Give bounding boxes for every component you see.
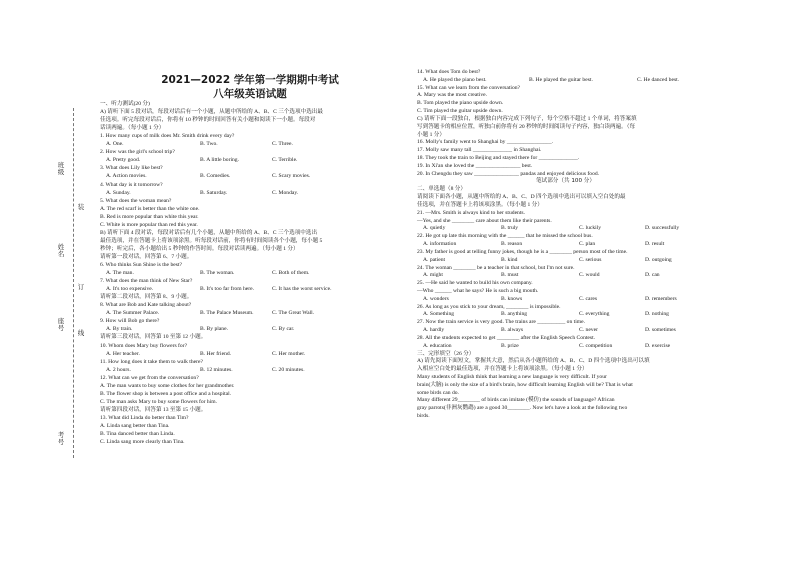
- margin-label-class: 班级: [57, 162, 65, 176]
- answer-option: B. It's too far from here.: [200, 286, 254, 293]
- answer-option: C. Both of them.: [272, 270, 310, 277]
- text-line: 1. How many cups of milk does Mr. Smith drink every day?: [100, 133, 235, 140]
- answer-option: C. everything: [579, 311, 610, 318]
- answer-option: C. never: [579, 327, 598, 334]
- answer-option: A. The Summer Palace.: [106, 310, 160, 317]
- margin-label-name: 姓名: [57, 244, 65, 258]
- answer-option: A. It's too expensive.: [106, 286, 154, 293]
- text-line: B. The flower shop is between a post office and a hospital.: [100, 390, 232, 397]
- text-line: 15. What can we learn from the conversation?: [417, 84, 521, 91]
- text-line: A. Mary was the most creative.: [417, 92, 488, 99]
- text-line: 16. Molly's family went to Shanghai by ________________.: [417, 139, 554, 146]
- answer-option: B. A little boring.: [200, 157, 240, 164]
- text-line: A. Linda sang better than Tina.: [100, 423, 170, 429]
- answer-option: A. 2 hours.: [106, 366, 131, 373]
- answer-option: A. wonders: [423, 295, 449, 302]
- answer-option: B. truly: [501, 225, 519, 232]
- text-line: 5. What does the woman mean?: [100, 197, 172, 204]
- answer-option: D. outgoing: [645, 256, 672, 263]
- text-line: 18. They took the train to Beijing and stayed there for ______________.: [417, 155, 580, 162]
- text-line: A) 请听下面 5 段对话，每段对话后有一个小题，从题中所给的 A、B、C 三个选项中选出最: [100, 109, 323, 116]
- text-line: 佳选项，并在答题卡上将该项涂黑。（每小题 1 分）: [417, 201, 543, 208]
- text-line: 4. What day is it tomorrow?: [100, 181, 163, 188]
- answer-option: C. would: [579, 272, 600, 279]
- answer-option: B. kind: [501, 256, 518, 263]
- answer-option: B. anything: [501, 311, 528, 318]
- answer-option: B. 12 minutes.: [200, 366, 233, 373]
- text-line: C. White is more popular than red this year.: [100, 221, 198, 228]
- answer-option: A. He played the piano best.: [423, 76, 487, 83]
- answer-option: A. Something: [423, 311, 455, 318]
- answer-option: D. can: [645, 272, 660, 279]
- text-line: 17. Molly saw many tall ______________ in Shanghai.: [417, 147, 542, 154]
- text-line: A. The man wants to buy some clothes for her grandmother.: [100, 382, 235, 389]
- answer-option: B. always: [501, 327, 524, 334]
- text-line: 秒钟；听完后，各小题给出 5 秒钟的作答时间。每段对话读两遍。（每小题 1 分）: [100, 245, 299, 252]
- text-line: 佳选项。听完每段对话后，你将有 10 秒钟的时间回答有关小题和阅读下一小题。每段对: [100, 117, 316, 124]
- text-line: gray parrots(非洲灰鹦鹉) are a good 30________. Now let's have a look at the following two: [417, 405, 628, 412]
- text-line: A. The red scarf is better than the white one.: [100, 205, 200, 212]
- text-line: 13. What did Linda do better than Tim?: [100, 414, 189, 421]
- answer-option: C. luckily: [579, 225, 602, 232]
- text-line: C. The man asks Mary to buy some flowers for him.: [100, 398, 218, 405]
- answer-option: B. Saturday.: [200, 189, 228, 196]
- text-line: 入相应空白处的最佳选项，并在答题卡上将该项涂黑。（每小题 1 分）: [417, 366, 588, 373]
- text-line: C. Tim played the guitar upside down.: [417, 108, 503, 115]
- margin-seal-ding: 订: [77, 284, 85, 291]
- text-line: 21. —Mrs. Smith is always kind to her students.: [417, 209, 525, 216]
- text-line: 三、完形填空（26 分）: [417, 350, 475, 357]
- answer-option: D. exercise: [645, 342, 671, 349]
- answer-option: D. nothing: [645, 311, 669, 318]
- answer-option: A. Sunday.: [106, 189, 131, 196]
- answer-option: D. successfully: [645, 225, 680, 232]
- exam-subtitle: 八年级英语试题: [213, 88, 287, 100]
- text-line: Many different 29________ of birds can imitate (模仿) the sounds of language? African: [417, 397, 615, 404]
- answer-option: C. 20 minutes.: [272, 366, 305, 373]
- text-line: B. Tom played the piano upside down.: [417, 100, 504, 107]
- text-line: birds.: [417, 413, 430, 420]
- answer-option: A. Pretty good.: [106, 157, 141, 164]
- answer-option: C. plan: [579, 241, 596, 248]
- text-line: 12. What can we get from the conversation?: [100, 374, 199, 381]
- exam-title: 2021—2022 学年第一学期期中考试: [161, 74, 339, 86]
- text-line: 14. What does Tom do best?: [417, 69, 481, 75]
- text-line: 最佳选项，并在答题卡上将该项涂黑。听每段对话前，你将有时间阅读各个小题，每小题 5: [100, 237, 323, 244]
- answer-option: A. patient: [423, 256, 446, 263]
- text-line: brain(大脑) is only the size of a bird's brain, how difficult learning English will be? That is what: [417, 381, 633, 388]
- text-line: 11. How long does it take them to walk there?: [100, 358, 203, 365]
- text-line: Many students of English think that learning a new language is very difficult. If your: [417, 373, 607, 380]
- text-line: 7. What does the man think of New Star?: [100, 278, 193, 285]
- text-line: 请阅读下面各小题，从题中所给的 A、B、C、D 四个选项中选出可以填入空白处的最: [417, 194, 626, 201]
- answer-option: D. remembers: [645, 295, 677, 302]
- answer-option: C. The Great Wall.: [272, 310, 315, 317]
- text-line: 请听第二段对话，回答第 8、9 小题。: [100, 294, 193, 301]
- text-line: C) 请听下面一段独白，根据独白内容完成下列句子，每个空格不超过 1 个单词，将答案填: [417, 115, 637, 122]
- text-line: 20. In Chengdu they saw ________________ pandas and enjoyed delicious food.: [417, 170, 600, 177]
- text-line: 24. The woman ________ be a teacher in that school, but I'm not sure.: [417, 264, 575, 271]
- text-line: B) 请听下面 4 段对话，每段对话后有几个小题，从题中所给的 A、B、C 三个选项中选出: [100, 229, 318, 236]
- answer-option: B. Comedies.: [200, 173, 231, 180]
- answer-option: C. By car.: [272, 326, 295, 333]
- text-line: 请听第一段对话，回答第 6、7 小题。: [100, 253, 193, 260]
- margin-label-seat: 座号: [57, 318, 65, 332]
- answer-option: A. quietly: [423, 225, 446, 232]
- answer-option: C. Three.: [272, 141, 293, 148]
- answer-option: B. Her friend.: [200, 350, 232, 357]
- text-line: 3. What does Lily like best?: [100, 165, 163, 172]
- answer-option: C. Scary movies.: [272, 173, 311, 180]
- answer-option: C. He danced best.: [637, 76, 680, 83]
- answer-option: A. By train.: [106, 326, 133, 333]
- text-line: 26. As long as you stick to your dream, ________ is impossible.: [417, 303, 561, 310]
- text-line: 小题 1 分）: [417, 131, 445, 138]
- answer-option: C. competition: [579, 342, 613, 349]
- text-line: 2. How was the girl's school trip?: [100, 149, 175, 156]
- answer-option: B. Two.: [200, 141, 218, 148]
- text-line: 一、听力测试(20 分): [100, 101, 150, 107]
- answer-option: B. knows: [501, 295, 523, 302]
- text-line: 请听第三段对话，回答第 10 至第 12 小题。: [100, 334, 207, 341]
- answer-option: A. Action movies.: [106, 173, 147, 180]
- answer-option: D. sometimes: [645, 327, 676, 334]
- answer-option: B. The woman.: [200, 270, 235, 277]
- answer-option: B. reason: [501, 241, 523, 248]
- text-line: 二、单选题（8 分）: [417, 186, 466, 193]
- text-line: —Yes, and she ________ care about them like their parents.: [417, 217, 552, 224]
- answer-option: A. might: [423, 272, 443, 279]
- answer-option: C. Monday.: [272, 189, 299, 196]
- answer-option: A. One.: [106, 141, 124, 148]
- answer-option: B. He played the guitar best.: [529, 76, 593, 83]
- binding-line: [73, 108, 74, 458]
- text-line: A) 请先阅读下面短文，掌握其大意，然后从各小题所给的 A、B、C、D 四个选项中选出可以填: [417, 358, 650, 365]
- text-line: B. Tina danced better than Linda.: [100, 431, 175, 438]
- margin-seal-zhuang: 装: [77, 204, 85, 211]
- text-line: B. Red is more popular than white this year.: [100, 213, 199, 220]
- answer-option: B. prize: [501, 342, 519, 349]
- text-line: 请听第四段对话，回答第 13 至第 15 小题。: [100, 406, 207, 413]
- margin-label-exam-id: 考号: [57, 432, 65, 446]
- text-line: 23. My father is good at telling funny jokes, though he is a ________ person most of the time.: [417, 248, 628, 255]
- answer-option: D. result: [645, 241, 665, 248]
- text-line: 笔试部分（共 100 分）: [536, 178, 595, 185]
- text-line: 写到答题卡的相应位置，听独白前你将有 20 秒钟的时间阅读句子内容，独白读两遍。（每: [417, 123, 636, 130]
- answer-option: A. information: [423, 241, 457, 248]
- answer-option: C. Her mother.: [272, 350, 306, 357]
- answer-option: C. Terrible.: [272, 157, 298, 164]
- answer-option: A. hardly: [423, 327, 445, 334]
- text-line: 9. How will Bob go there?: [100, 318, 160, 325]
- answer-option: B. must: [501, 272, 519, 279]
- text-line: —Who ______ what he says? He is such a big mouth.: [417, 287, 539, 294]
- text-line: some birds can do.: [417, 389, 459, 396]
- text-line: 8. What are Bob and Kate talking about?: [100, 302, 192, 309]
- text-line: 10. Whom does Mary buy flowers for?: [100, 342, 188, 349]
- text-line: 6. Who thinks Sun Shine is the best?: [100, 262, 182, 268]
- text-line: 25. —He said he wanted to build his own company.: [417, 280, 533, 287]
- text-line: 22. He got up late this morning with the ______ that he missed the school bus.: [417, 233, 593, 240]
- text-line: 28. All the students expected to get ________ after the English Speech Contest.: [417, 334, 596, 341]
- text-line: 27. Now the train service is very good. The trains are __________ on time.: [417, 319, 585, 326]
- text-line: C. Linda sang more clearly than Tina.: [100, 439, 185, 446]
- answer-option: A. education: [423, 342, 452, 349]
- margin-seal-xian: 线: [77, 330, 85, 337]
- text-line: 话读两遍。（每小题 1 分）: [100, 125, 165, 132]
- answer-option: C. serious: [579, 256, 602, 263]
- answer-option: B. The Palace Museum.: [200, 310, 254, 317]
- text-line: 19. In Xi'an she loved the ________________ best.: [417, 162, 533, 169]
- answer-option: A. The man.: [106, 270, 134, 277]
- answer-option: A. Her teacher.: [106, 350, 140, 357]
- answer-option: B. By plane.: [200, 326, 228, 333]
- answer-option: C. cares: [579, 295, 598, 302]
- answer-option: C. It has the worst service.: [272, 286, 332, 293]
